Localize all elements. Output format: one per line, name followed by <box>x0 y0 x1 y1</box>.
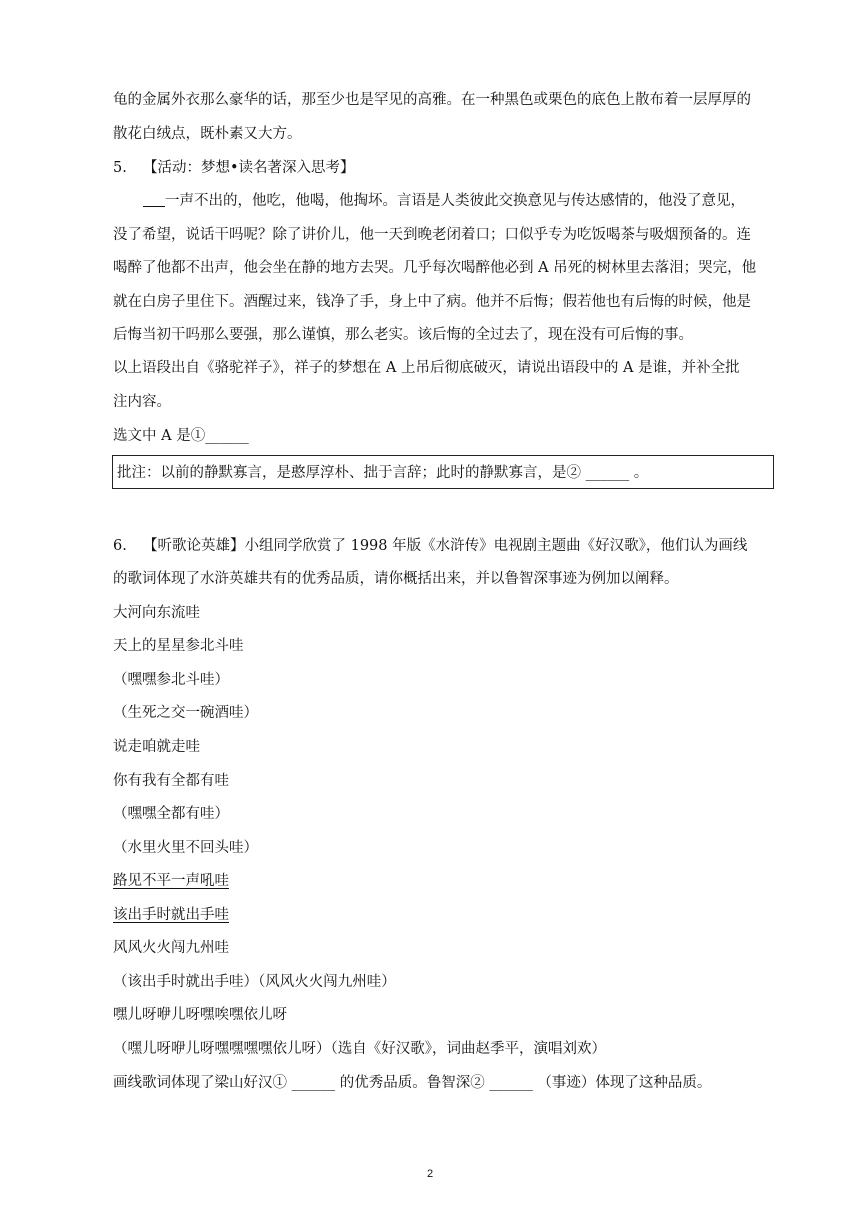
page-number: 2 <box>426 1168 434 1180</box>
question-text: 的歌词体现了水浒英雄共有的优秀品质，请你概括出来，并以鲁智深事迹为例加以阐释。 <box>113 571 679 587</box>
lyric-line: （嘿嘿参北斗哇） <box>113 672 229 688</box>
annotation-box <box>112 455 774 489</box>
lyric-line: （嘿嘿全都有哇） <box>113 806 229 822</box>
blank-line <box>143 192 165 207</box>
lyric-line: 你有我有全都有哇 <box>113 773 229 789</box>
lyric-line: 大河向东流哇 <box>113 605 200 621</box>
lyric-line: 天上的星星参北斗哇 <box>113 638 244 654</box>
lyric-line: 嘿儿呀咿儿呀嘿唉嘿依儿呀 <box>113 1007 287 1023</box>
question-text: 注内容。 <box>113 394 171 410</box>
lyric-line: 风风火火闯九州哇 <box>113 940 229 956</box>
underlined-lyric-line: 该出手时就出手哇 <box>113 907 229 923</box>
answer-a-field[interactable]: 选文中 A 是①______ <box>113 428 249 444</box>
question-text: 以上语段出自《骆驼祥子》，祥子的梦想在 A 上吊后彻底破灭，请说出语段中的 A 是谁，并补全批 <box>113 360 740 376</box>
lyric-line: （嘿儿呀咿儿呀嘿嘿嘿嘿依儿呀）（选自《好汉歌》，词曲赵季平，演唱刘欢） <box>113 1041 606 1057</box>
paragraph-line: 龟的金属外衣那么豪华的话，那至少也是罕见的高雅。在一种黑色或栗色的底色上散布着一层厚厚的 <box>113 92 751 108</box>
paragraph-line: 散花白绒点，既朴素又大方。 <box>113 126 302 142</box>
passage-line: 就在白房子里住下。酒醒过来，钱净了手，身上中了病。他并不后悔；假若他也有后悔的时候，他是 <box>113 294 751 310</box>
passage-line: 没了希望，说话干吗呢？除了讲价儿，他一天到晚老闭着口；口似乎专为吃饭喝茶与吸烟预备的。连 <box>113 227 751 243</box>
lyric-line: （水里火里不回头哇） <box>113 840 258 856</box>
annotation-text[interactable]: 批注：以前的静默寡言，是憨厚淳朴、拙于言辞；此时的静默寡言，是② ______ 。 <box>117 465 649 481</box>
passage-line <box>143 191 745 211</box>
answer-field[interactable]: 画线歌词体现了梁山好汉① ______ 的优秀品质。鲁智深② ______ （事迹）体现了这种品质。 <box>113 1075 712 1091</box>
passage-text: 一声不出的，他吃，他喝，他掏坏。言语是人类彼此交换意见与传达感情的，他没了意见， <box>165 193 745 209</box>
lyric-line: 说走咱就走哇 <box>113 739 200 755</box>
lyric-line: （生死之交一碗酒哇） <box>113 705 258 721</box>
question-number: 5. <box>113 160 127 176</box>
question-heading: 【活动：梦想•读名著深入思考】 <box>143 160 355 176</box>
underlined-lyric-line: 路见不平一声吼哇 <box>113 873 229 889</box>
question-heading: 【听歌论英雄】小组同学欣赏了 1998 年版《水浒传》电视剧主题曲《好汉歌》，他们认为画线 <box>143 538 748 554</box>
passage-line: 后悔当初干吗那么要强，那么谨慎，那么老实。该后悔的全过去了，现在没有可后悔的事。 <box>113 327 693 343</box>
passage-line: 喝醉了他都不出声，他会坐在静的地方去哭。几乎每次喝醉他必到 A 吊死的树林里去落泪；哭完，他 <box>113 260 757 276</box>
lyric-line: （该出手时就出手哇）（风风火火闯九州哇） <box>113 974 396 990</box>
question-number: 6. <box>113 538 127 554</box>
